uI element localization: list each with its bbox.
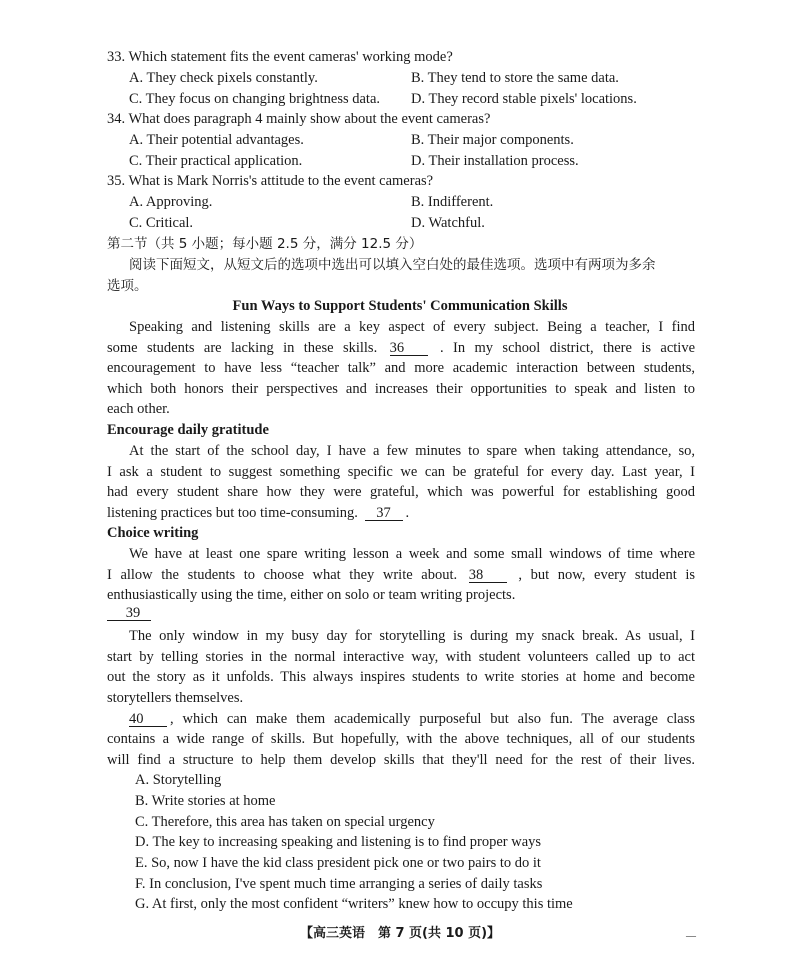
q34-option-c: C. Their practical application. bbox=[129, 153, 303, 169]
q33-stem: 33. Which statement fits the event cameras' working mode? bbox=[107, 49, 453, 65]
blank-40[interactable]: 40 bbox=[129, 712, 167, 727]
p5-line1-end: , which can make them academically purposeful but also fun. The average class bbox=[170, 711, 695, 727]
p2-line4 bbox=[107, 504, 409, 522]
p4-line2: start by telling stories in the normal interactive way, with student volunteers called up to act bbox=[107, 649, 695, 665]
corner-mark: — bbox=[686, 931, 696, 942]
option-d: D. The key to increasing speaking and listening is to find proper ways bbox=[135, 834, 542, 850]
p5-line1 bbox=[129, 710, 695, 728]
section-heading: 第二节（共 5 小题；每小题 2.5 分，满分 12.5 分） bbox=[107, 236, 423, 252]
p4-line4: storytellers themselves. bbox=[107, 690, 244, 706]
p2-line4-start: listening practices but too time-consuming. bbox=[107, 505, 358, 521]
blank-39-underline bbox=[107, 620, 151, 621]
q34-option-d: D. Their installation process. bbox=[411, 153, 579, 169]
blank-37[interactable]: 37 bbox=[365, 506, 403, 521]
p2-line2: I ask a student to suggest something specific we can be grateful for every day. Last year, I bbox=[107, 464, 695, 480]
p3-line2-start: I allow the students to choose what they write about. bbox=[107, 567, 458, 583]
q35-stem: 35. What is Mark Norris's attitude to the event cameras? bbox=[107, 173, 434, 189]
p2-line1: At the start of the school day, I have a few minutes to spare when taking attendance, so, bbox=[129, 443, 695, 459]
option-f: F. In conclusion, I've spent much time arranging a series of daily tasks bbox=[135, 876, 543, 892]
q34-option-b: B. Their major components. bbox=[411, 132, 574, 148]
p3-line3: enthusiastically using the time, either on solo or team writing projects. bbox=[107, 587, 516, 603]
q34-stem: 34. What does paragraph 4 mainly show about the event cameras? bbox=[107, 111, 491, 127]
q33-option-a: A. They check pixels constantly. bbox=[129, 70, 318, 86]
option-c: C. Therefore, this area has taken on special urgency bbox=[135, 814, 435, 830]
q35-option-c: C. Critical. bbox=[129, 215, 194, 231]
subheading-choice-writing: Choice writing bbox=[107, 525, 199, 541]
subheading-gratitude: Encourage daily gratitude bbox=[107, 422, 269, 438]
option-g: G. At first, only the most confident “writers” knew how to occupy this time bbox=[135, 896, 573, 912]
p1-line3: encouragement to have less “teacher talk” and more academic interaction between students, bbox=[107, 360, 695, 376]
p1-line4: which both honors their perspectives and increases their opportunities to speak and listen to bbox=[107, 381, 695, 397]
q35-option-a: A. Approving. bbox=[129, 194, 213, 210]
p5-line3: will find a structure to help them develop skills that they'll need for the rest of their lives. bbox=[107, 752, 695, 768]
p3-line1: We have at least one spare writing lesson a week and some small windows of time where bbox=[129, 546, 695, 562]
p1-line2-start: some students are lacking in these skills. bbox=[107, 340, 378, 356]
p4-line3: out the story as it unfolds. This always inspires students to write stories at home and become bbox=[107, 669, 695, 685]
p3-line2 bbox=[107, 566, 695, 584]
p2-line3: had every student share how they were grateful, which was powerful for establishing good bbox=[107, 484, 695, 500]
section-instruction-line1: 阅读下面短文，从短文后的选项中选出可以填入空白处的最佳选项。选项中有两项为多余 bbox=[129, 257, 656, 273]
p1-line2-end: . In my school district, there is active bbox=[440, 340, 696, 356]
p1-line1: Speaking and listening skills are a key aspect of every subject. Being a teacher, I find bbox=[129, 319, 695, 335]
q33-option-b: B. They tend to store the same data. bbox=[411, 70, 619, 86]
p5-line2: contains a wide range of skills. But hopefully, with the above techniques, all of our students bbox=[107, 731, 695, 747]
p2-line4-end: . bbox=[405, 505, 410, 521]
q33-option-d: D. They record stable pixels' locations. bbox=[411, 91, 637, 107]
q35-option-b: B. Indifferent. bbox=[411, 194, 494, 210]
q35-option-d: D. Watchful. bbox=[411, 215, 485, 231]
q33-option-c: C. They focus on changing brightness data. bbox=[129, 91, 381, 107]
option-b: B. Write stories at home bbox=[135, 793, 276, 809]
blank-39-number: 39 bbox=[125, 605, 141, 621]
option-a: A. Storytelling bbox=[135, 772, 222, 788]
section-instruction-line2: 选项。 bbox=[107, 278, 148, 294]
p1-line2 bbox=[107, 339, 695, 357]
blank-38[interactable]: 38 bbox=[469, 568, 507, 583]
blank-36[interactable]: 36 bbox=[390, 341, 428, 356]
option-e: E. So, now I have the kid class president pick one or two pairs to do it bbox=[135, 855, 541, 871]
page-footer: 【高三英语 第 7 页(共 10 页)】 bbox=[299, 926, 501, 941]
p4-line1: The only window in my busy day for storytelling is during my snack break. As usual, I bbox=[129, 628, 695, 644]
q34-option-a: A. Their potential advantages. bbox=[129, 132, 304, 148]
p1-line5: each other. bbox=[107, 401, 170, 417]
passage-title: Fun Ways to Support Students' Communication Skills bbox=[232, 298, 568, 314]
p3-line2-end: , but now, every student is bbox=[518, 567, 696, 583]
